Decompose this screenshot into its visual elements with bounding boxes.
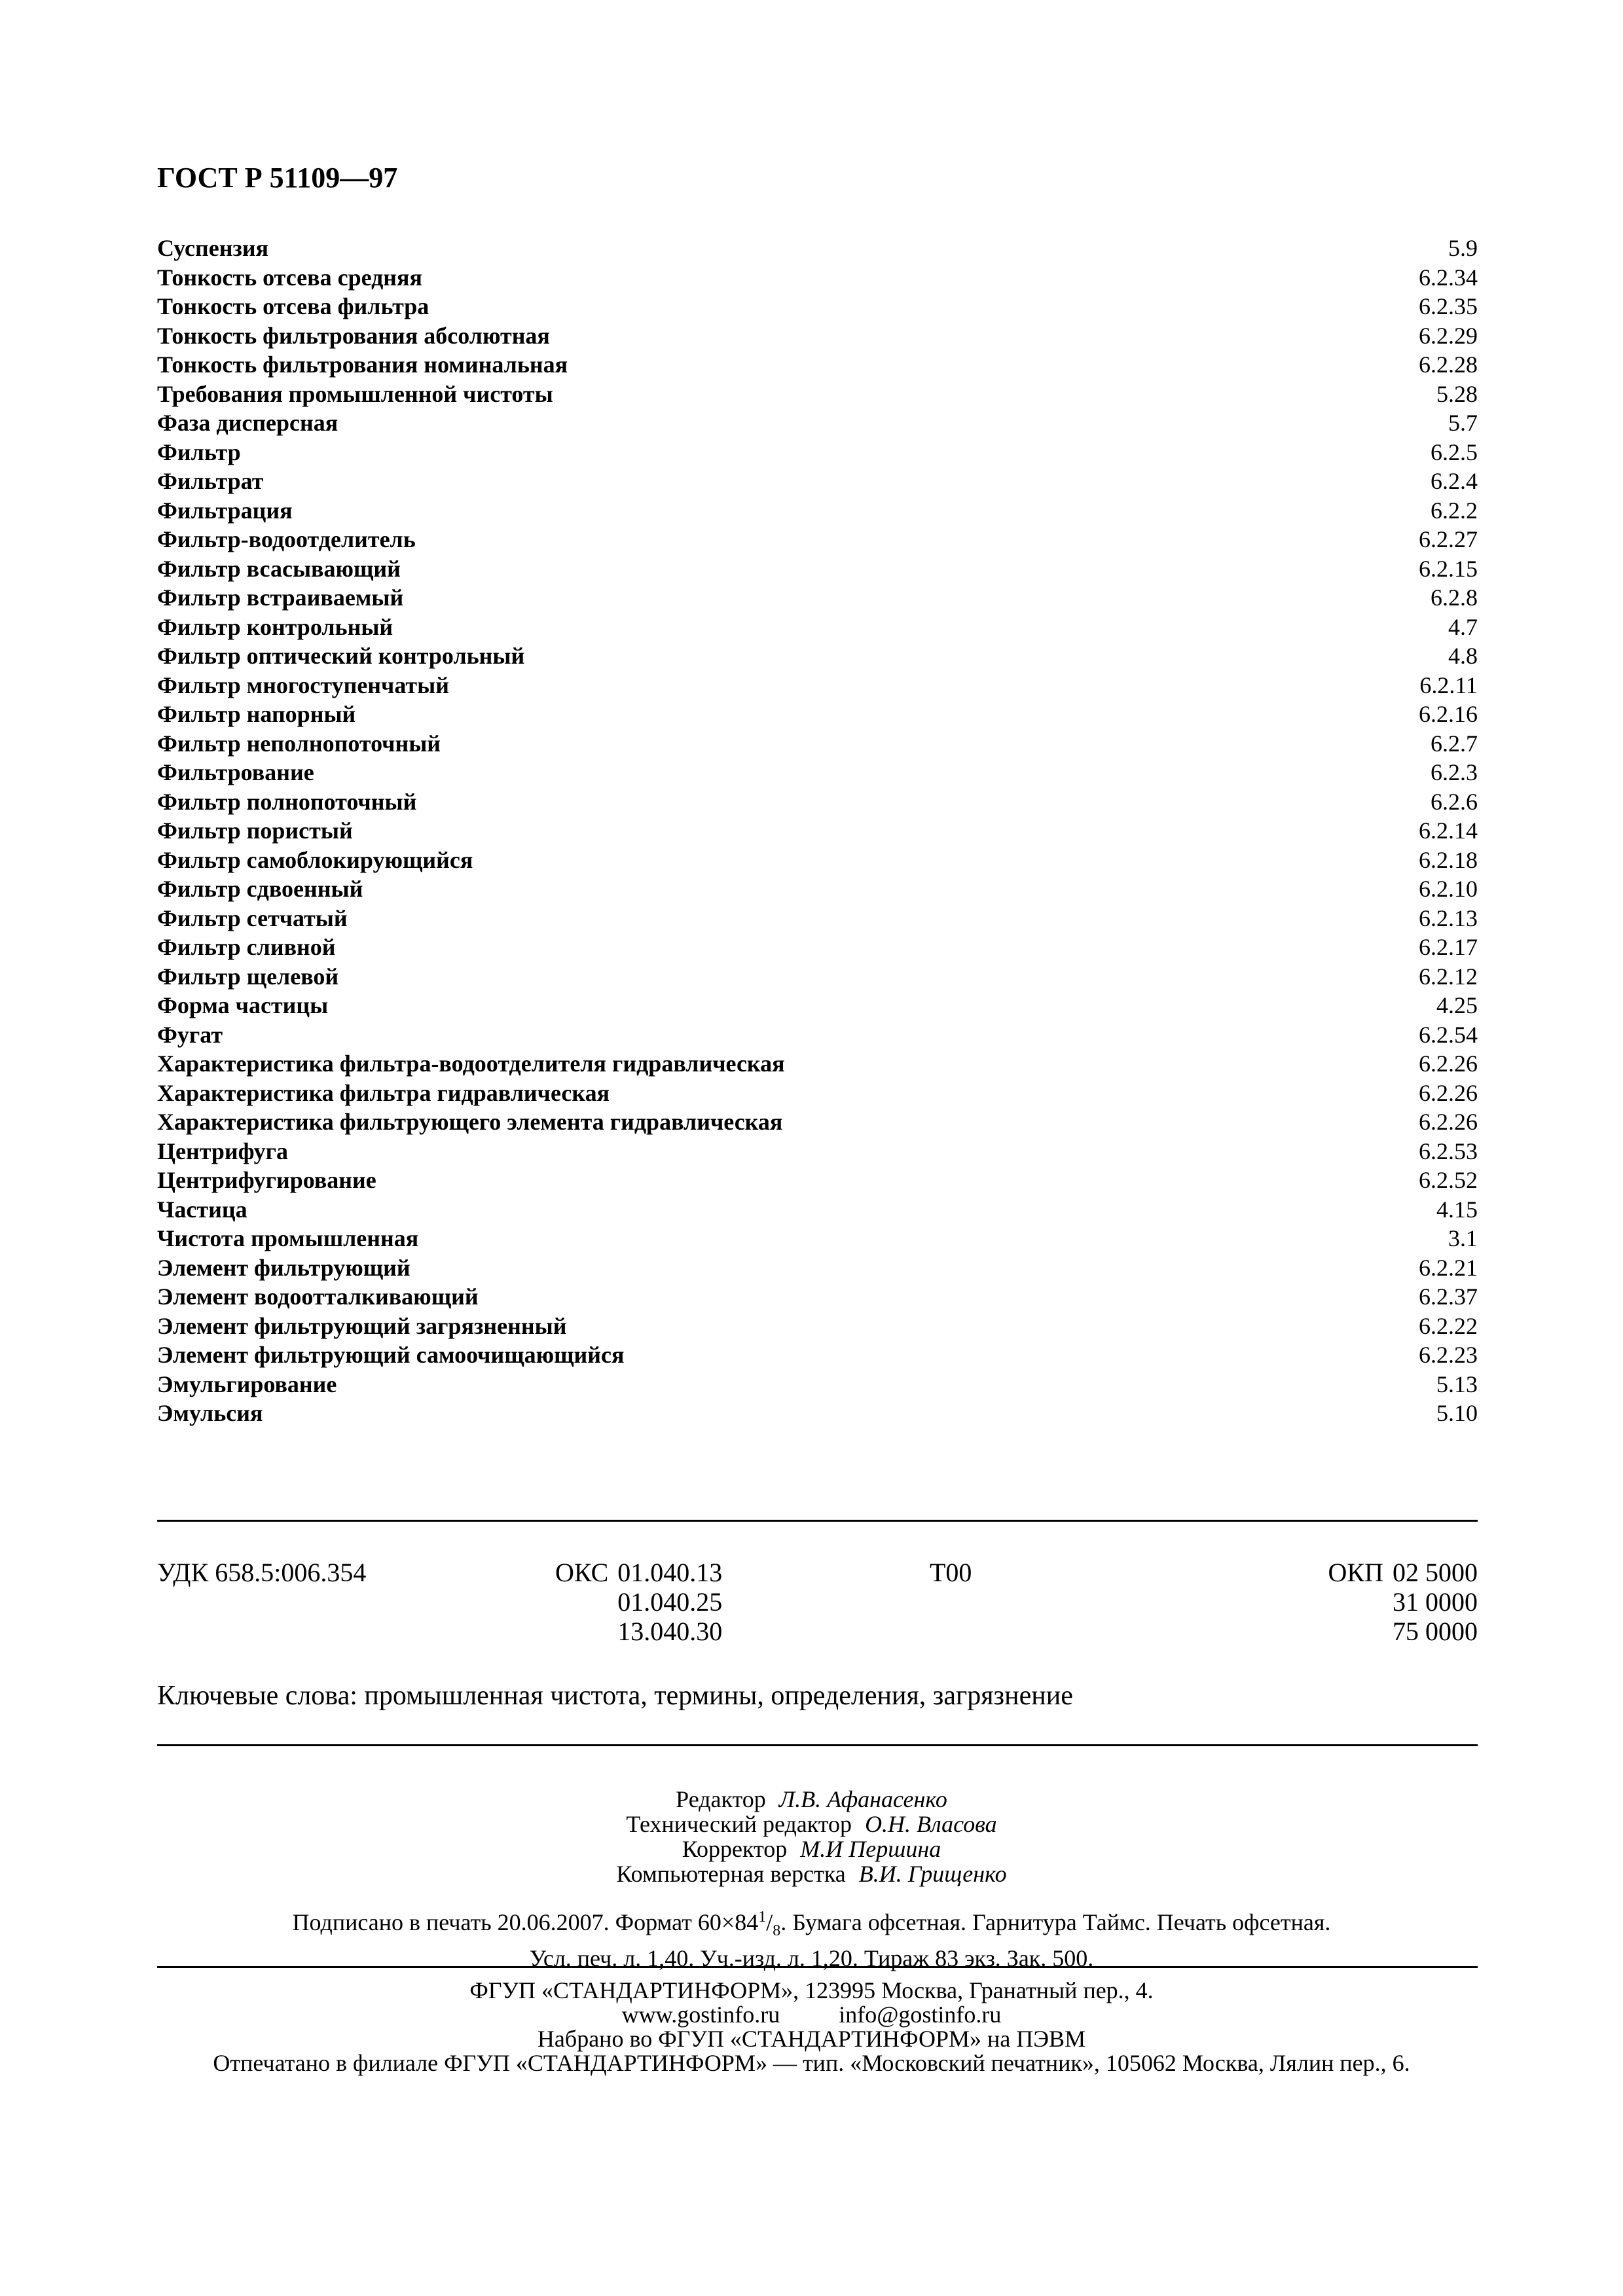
okp-code: 02 5000 xyxy=(1393,1558,1478,1587)
index-ref: 6.2.26 xyxy=(1419,1109,1478,1135)
index-term: Фильтр встраиваемый xyxy=(157,584,404,611)
index-row xyxy=(157,583,1478,613)
document-number: ГОСТ Р 51109—97 xyxy=(157,162,398,194)
index-ref: 6.2.34 xyxy=(1419,264,1478,291)
index-row xyxy=(157,1020,1478,1050)
index-term: Фильтр неполнопоточный xyxy=(157,730,441,757)
index-term: Форма частицы xyxy=(157,992,329,1018)
index-ref: 6.2.12 xyxy=(1419,963,1478,990)
index-ref: 5.13 xyxy=(1436,1371,1478,1397)
index-term: Фильтр сливной xyxy=(157,934,336,960)
staff-name: М.И Першина xyxy=(800,1836,941,1862)
staff-row xyxy=(0,1787,1623,1812)
staff-row xyxy=(0,1861,1623,1886)
typeset-info: Набрано во ФГУП «СТАНДАРТИНФОРМ» на ПЭВМ xyxy=(537,2026,1086,2052)
index-term: Эмульгирование xyxy=(157,1371,337,1397)
index-term: Элемент фильтрующий самоочищающийся xyxy=(157,1342,625,1368)
index-term: Фильтр самоблокирующийся xyxy=(157,846,473,873)
index-term: Фильтр щелевой xyxy=(157,963,339,990)
index-ref: 6.2.13 xyxy=(1419,905,1478,931)
index-term: Фаза дисперсная xyxy=(157,410,338,436)
index-ref: 6.2.52 xyxy=(1419,1167,1478,1193)
index-term: Характеристика фильтрующего элемента гидравлическая xyxy=(157,1109,783,1135)
index-row xyxy=(157,496,1478,526)
index-ref: 6.2.53 xyxy=(1419,1138,1478,1164)
index-row xyxy=(157,1370,1478,1399)
index-ref: 6.2.17 xyxy=(1419,934,1478,960)
publisher-email[interactable]: info@gostinfo.ru xyxy=(839,2001,1002,2028)
index-ref: 5.10 xyxy=(1436,1400,1478,1426)
index-term: Фильтрат xyxy=(157,468,264,494)
okp-code: 75 0000 xyxy=(1393,1617,1478,1646)
index-ref: 6.2.27 xyxy=(1419,526,1478,552)
index-term: Фильтр многоступенчатый xyxy=(157,672,449,698)
index-ref: 6.2.11 xyxy=(1419,672,1478,698)
print-info-line2: Усл. печ. л. 1,40. Уч.-изд. л. 1,20. Тираж 83 экз. Зак. 500. xyxy=(529,1945,1094,1972)
keywords: Ключевые слова: промышленная чистота, термины, определения, загрязнение xyxy=(157,1681,1073,1711)
print-info xyxy=(0,1903,1623,1972)
index-row xyxy=(157,671,1478,700)
publisher-contacts xyxy=(0,2003,1623,2027)
index-row xyxy=(157,1137,1478,1166)
index-ref: 4.25 xyxy=(1436,992,1478,1018)
index-ref: 6.2.29 xyxy=(1419,322,1478,349)
index-ref: 5.9 xyxy=(1448,235,1478,261)
staff-role: Редактор xyxy=(676,1786,766,1812)
divider-middle xyxy=(157,1744,1478,1746)
term-index xyxy=(157,234,1478,1428)
index-ref: 6.2.23 xyxy=(1419,1342,1478,1368)
index-term: Центрифуга xyxy=(157,1138,288,1164)
staff-row xyxy=(0,1837,1623,1861)
index-ref: 3.1 xyxy=(1448,1225,1478,1251)
print-info-line1: Подписано в печать 20.06.2007. Формат $60\times 84^1/_8$. Бумага офсетная. Гарнитура Таймс. Печать офсетная. xyxy=(292,1909,1331,1940)
index-row xyxy=(157,263,1478,293)
index-term: Эмульсия xyxy=(157,1400,263,1426)
print-format-text: Подписано в печать 20.06.2007. Формат 60×84 xyxy=(292,1909,759,1935)
oks-label: ОКС xyxy=(555,1558,609,1587)
index-ref: 6.2.21 xyxy=(1419,1254,1478,1281)
oks-codes xyxy=(617,1558,722,1646)
index-row xyxy=(157,438,1478,467)
index-row xyxy=(157,321,1478,351)
index-ref: 5.28 xyxy=(1436,380,1478,407)
printed-info: Отпечатано в филиале ФГУП «СТАНДАРТИНФОРМ» — тип. «Московский печатник», 105062 Москва, Лялин пер., 6. xyxy=(213,2050,1410,2076)
index-ref: 6.2.37 xyxy=(1419,1283,1478,1310)
index-row xyxy=(157,729,1478,759)
index-row xyxy=(157,1079,1478,1108)
index-row xyxy=(157,234,1478,263)
index-row xyxy=(157,962,1478,992)
staff-row xyxy=(0,1812,1623,1837)
index-row xyxy=(157,758,1478,787)
index-row xyxy=(157,1282,1478,1312)
index-term: Элемент водоотталкивающий xyxy=(157,1283,479,1310)
index-row xyxy=(157,1312,1478,1341)
print-paper-text: . Бумага офсетная. Гарнитура Таймс. Печать офсетная. xyxy=(780,1909,1331,1935)
index-term: Фильтр полнопоточный xyxy=(157,788,417,815)
index-term: Суспензия xyxy=(157,235,269,261)
index-row xyxy=(157,874,1478,904)
index-term: Фильтр контрольный xyxy=(157,613,393,640)
index-term: Тонкость фильтрования номинальная xyxy=(157,351,568,378)
index-row xyxy=(157,350,1478,380)
index-ref: 6.2.4 xyxy=(1431,468,1478,494)
index-term: Тонкость фильтрования абсолютная xyxy=(157,322,550,349)
index-term: Фильтр пористый xyxy=(157,817,353,844)
index-row xyxy=(157,904,1478,933)
editorial-staff xyxy=(0,1787,1623,1886)
index-row xyxy=(157,1399,1478,1428)
index-term: Тонкость отсева средняя xyxy=(157,264,422,291)
index-ref: 6.2.22 xyxy=(1419,1312,1478,1339)
staff-role: Технический редактор xyxy=(626,1811,852,1837)
index-row xyxy=(157,613,1478,642)
okp-codes xyxy=(1393,1558,1478,1646)
index-row xyxy=(157,1253,1478,1283)
index-row xyxy=(157,1224,1478,1253)
index-row xyxy=(157,641,1478,671)
index-row xyxy=(157,816,1478,846)
okp-block xyxy=(1328,1558,1478,1646)
index-ref: 6.2.16 xyxy=(1419,701,1478,727)
index-term: Фильтрование xyxy=(157,759,314,785)
staff-name: О.Н. Власова xyxy=(865,1811,997,1837)
index-ref: 6.2.14 xyxy=(1419,817,1478,844)
oks-code: 01.040.25 xyxy=(617,1587,723,1617)
index-row xyxy=(157,933,1478,962)
index-ref: 6.2.35 xyxy=(1419,293,1478,319)
index-term: Элемент фильтрующий xyxy=(157,1254,410,1281)
index-ref: 6.2.26 xyxy=(1419,1079,1478,1106)
index-row xyxy=(157,525,1478,554)
index-ref: 6.2.7 xyxy=(1431,730,1478,757)
index-row xyxy=(157,700,1478,729)
index-term: Фильтр напорный xyxy=(157,701,356,727)
index-term: Тонкость отсева фильтра xyxy=(157,293,429,319)
index-ref: 6.2.6 xyxy=(1431,788,1478,815)
index-row xyxy=(157,846,1478,875)
publisher-info xyxy=(0,1979,1623,2075)
index-ref: 6.2.2 xyxy=(1431,497,1478,524)
index-term: Частица xyxy=(157,1196,247,1223)
index-term: Фугат xyxy=(157,1021,223,1048)
index-ref: 6.2.54 xyxy=(1419,1021,1478,1048)
index-row xyxy=(157,380,1478,409)
index-term: Фильтр сдвоенный xyxy=(157,876,363,902)
index-term: Фильтрация xyxy=(157,497,293,524)
publisher-address: ФГУП «СТАНДАРТИНФОРМ», 123995 Москва, Гранатный пер., 4. xyxy=(469,1977,1154,2003)
index-term: Элемент фильтрующий загрязненный xyxy=(157,1312,567,1339)
index-row xyxy=(157,1166,1478,1195)
udk-code: УДК 658.5:006.354 xyxy=(157,1558,367,1587)
index-ref: 4.8 xyxy=(1448,643,1478,669)
t-code: Т00 xyxy=(930,1558,972,1587)
oks-block xyxy=(555,1558,722,1646)
index-term: Требования промышленной чистоты xyxy=(157,380,553,407)
index-ref: 6.2.10 xyxy=(1419,876,1478,902)
index-term: Фильтр всасывающий xyxy=(157,555,401,582)
index-ref: 4.15 xyxy=(1436,1196,1478,1223)
index-row xyxy=(157,1340,1478,1370)
index-row xyxy=(157,1107,1478,1137)
index-term: Характеристика фильтра гидравлическая xyxy=(157,1079,610,1106)
index-row xyxy=(157,408,1478,438)
index-row xyxy=(157,1049,1478,1079)
staff-name: Л.В. Афанасенко xyxy=(778,1786,947,1812)
index-row xyxy=(157,1195,1478,1225)
divider-top xyxy=(157,1520,1478,1522)
index-ref: 6.2.28 xyxy=(1419,351,1478,378)
index-row xyxy=(157,991,1478,1020)
index-term: Фильтр-водоотделитель xyxy=(157,526,416,552)
staff-name: В.И. Грищенко xyxy=(858,1861,1007,1887)
publisher-website[interactable]: www.gostinfo.ru xyxy=(621,2001,780,2028)
index-ref: 6.2.5 xyxy=(1431,439,1478,465)
divider-bottom xyxy=(157,1966,1478,1968)
index-row xyxy=(157,292,1478,321)
oks-code: 13.040.30 xyxy=(617,1617,723,1646)
index-ref: 4.7 xyxy=(1448,613,1478,640)
index-term: Центрифугирование xyxy=(157,1167,376,1193)
oks-code: 01.040.13 xyxy=(617,1558,723,1587)
index-term: Фильтр сетчатый xyxy=(157,905,348,931)
index-row xyxy=(157,554,1478,584)
index-term: Фильтр xyxy=(157,439,241,465)
index-ref: 6.2.18 xyxy=(1419,846,1478,873)
index-ref: 6.2.3 xyxy=(1431,759,1478,785)
index-ref: 6.2.15 xyxy=(1419,555,1478,582)
okp-label: ОКП xyxy=(1328,1558,1383,1587)
index-term: Чистота промышленная xyxy=(157,1225,419,1251)
index-row xyxy=(157,467,1478,496)
index-term: Фильтр оптический контрольный xyxy=(157,643,525,669)
index-term: Характеристика фильтра-водоотделителя гидравлическая xyxy=(157,1050,785,1077)
index-ref: 6.2.26 xyxy=(1419,1050,1478,1077)
staff-role: Корректор xyxy=(682,1836,788,1862)
index-ref: 5.7 xyxy=(1448,410,1478,436)
index-ref: 6.2.8 xyxy=(1431,584,1478,611)
format-denominator: 8 xyxy=(773,1922,781,1940)
staff-role: Компьютерная верстка xyxy=(616,1861,846,1887)
index-row xyxy=(157,787,1478,817)
okp-code: 31 0000 xyxy=(1393,1587,1478,1617)
format-numerator: 1 xyxy=(758,1909,767,1926)
